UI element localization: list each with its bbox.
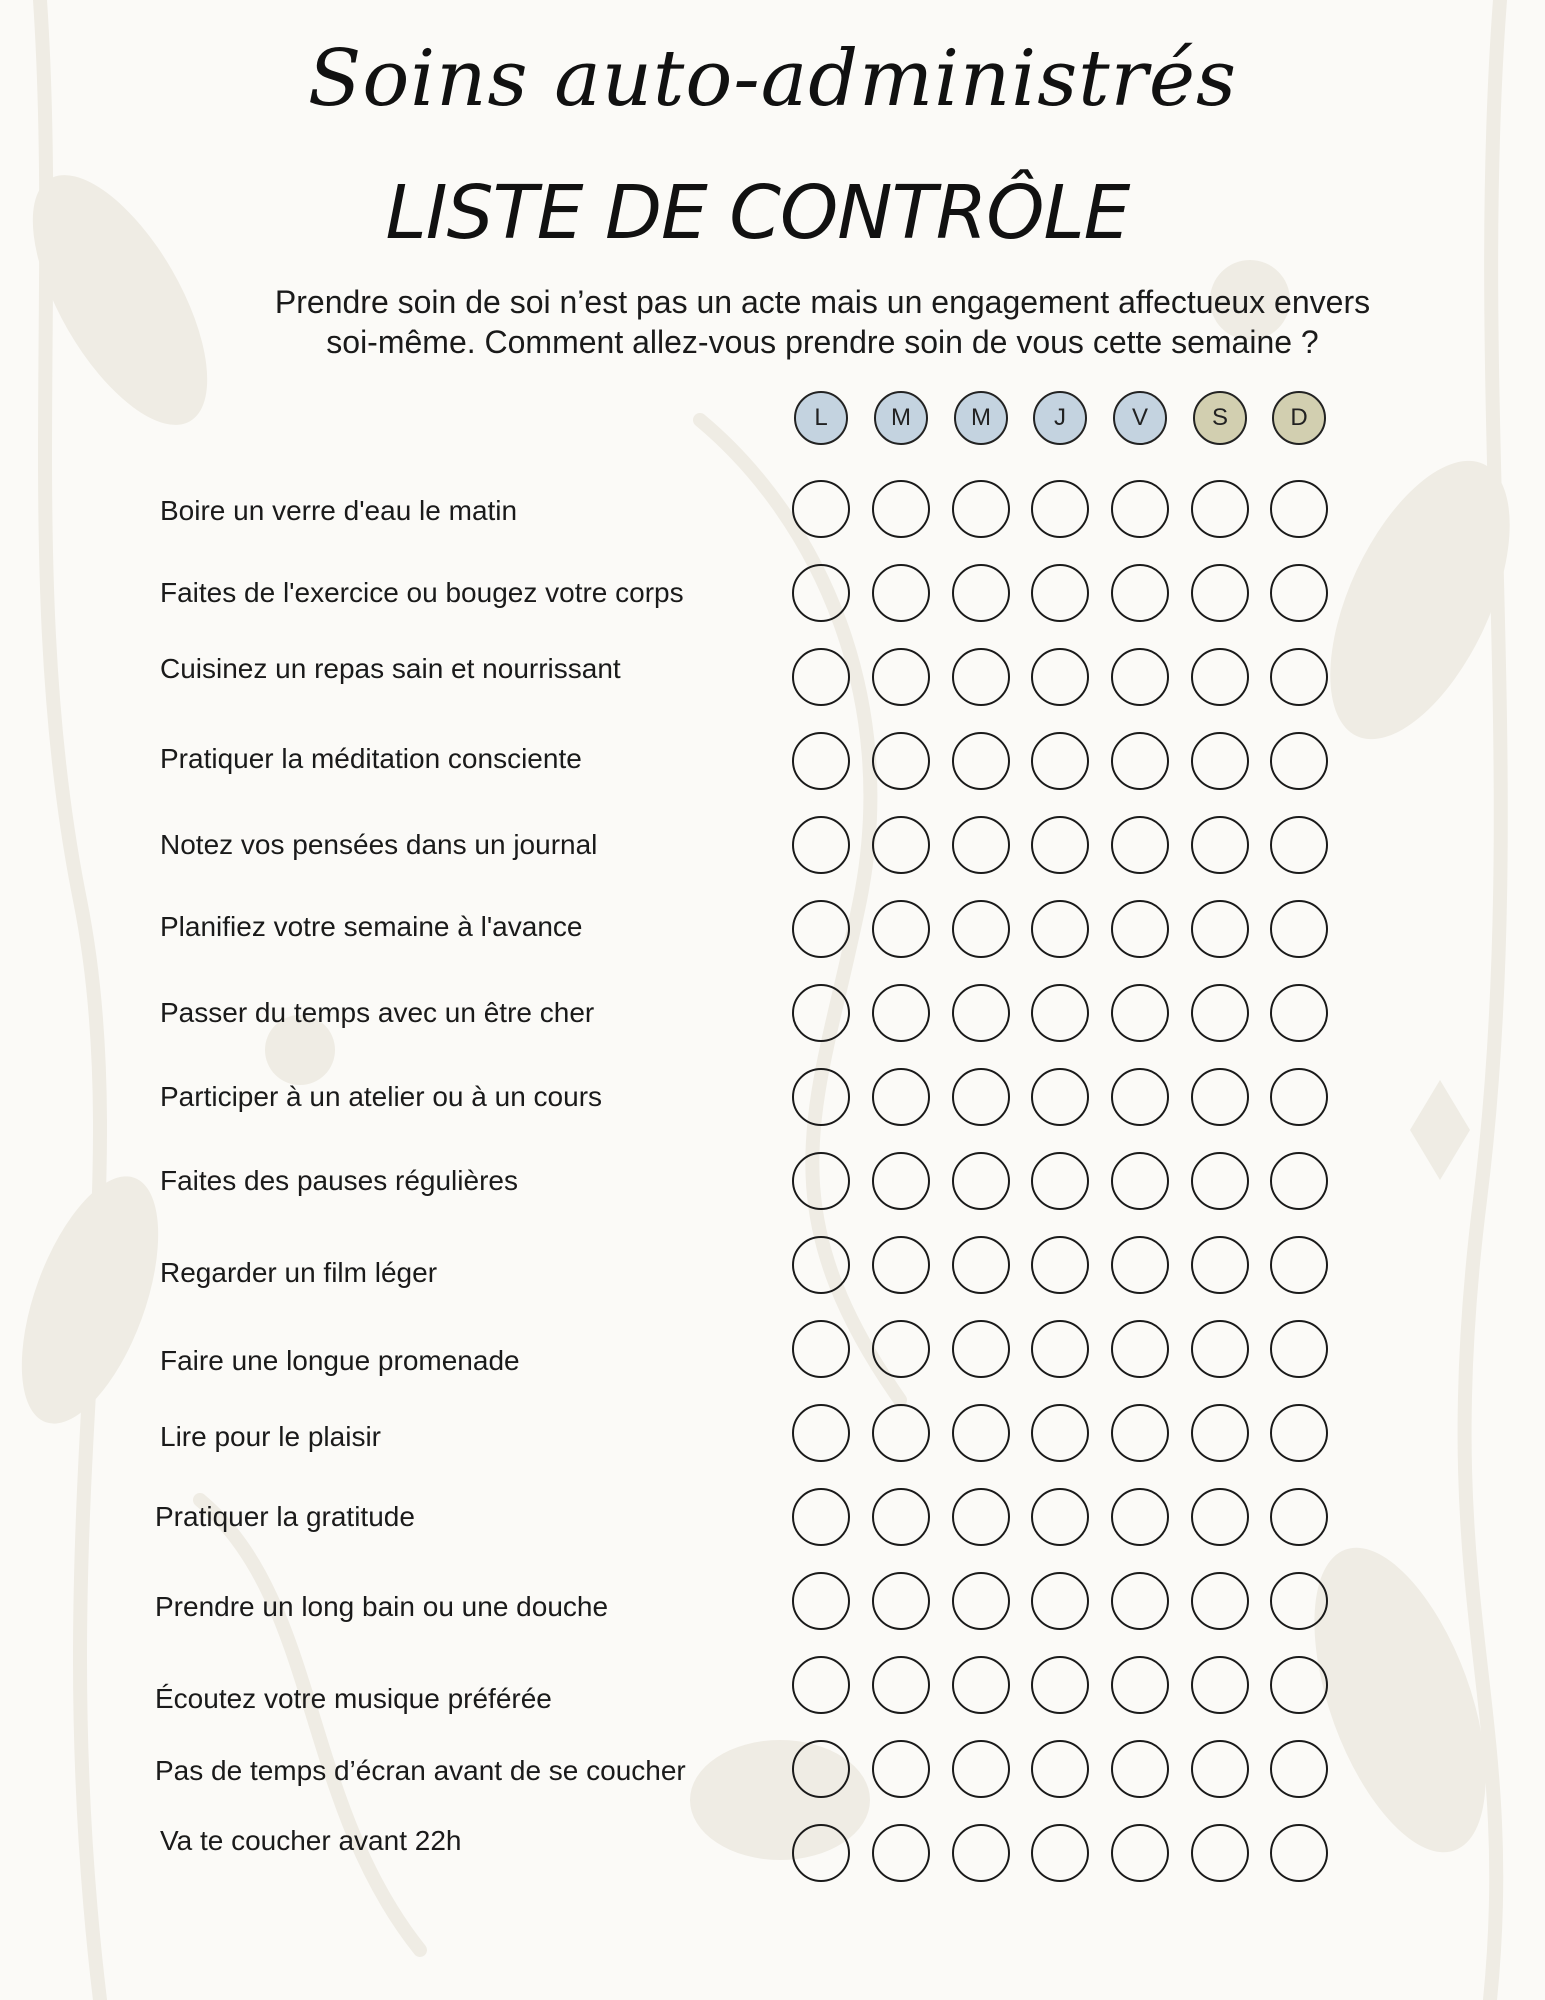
checkbox-11-1[interactable] bbox=[872, 1404, 930, 1462]
checkbox-16-5[interactable] bbox=[1191, 1824, 1249, 1882]
checkbox-2-3[interactable] bbox=[1031, 648, 1089, 706]
checkbox-16-2[interactable] bbox=[952, 1824, 1010, 1882]
checkbox-15-4[interactable] bbox=[1111, 1740, 1169, 1798]
checkbox-15-1[interactable] bbox=[872, 1740, 930, 1798]
checkbox-7-3[interactable] bbox=[1031, 1068, 1089, 1126]
checkbox-3-0[interactable] bbox=[792, 732, 850, 790]
checkbox-2-0[interactable] bbox=[792, 648, 850, 706]
checkbox-16-4[interactable] bbox=[1111, 1824, 1169, 1882]
script-title: Soins auto-administrés bbox=[307, 34, 1238, 124]
checkbox-3-4[interactable] bbox=[1111, 732, 1169, 790]
day-header-0: L bbox=[794, 391, 848, 445]
checkbox-2-2[interactable] bbox=[952, 648, 1010, 706]
checkbox-15-2[interactable] bbox=[952, 1740, 1010, 1798]
day-header-4: V bbox=[1113, 391, 1167, 445]
checkbox-5-5[interactable] bbox=[1191, 900, 1249, 958]
checkbox-13-4[interactable] bbox=[1111, 1572, 1169, 1630]
checkbox-0-5[interactable] bbox=[1191, 480, 1249, 538]
checkbox-14-6[interactable] bbox=[1270, 1656, 1328, 1714]
checkbox-9-0[interactable] bbox=[792, 1236, 850, 1294]
checkbox-4-1[interactable] bbox=[872, 816, 930, 874]
task-label: Planifiez votre semaine à l'avance bbox=[160, 911, 583, 942]
task-label: Va te coucher avant 22h bbox=[160, 1825, 462, 1856]
checkbox-4-2[interactable] bbox=[952, 816, 1010, 874]
task-label: Pas de temps d’écran avant de se coucher bbox=[155, 1755, 686, 1786]
checkbox-12-6[interactable] bbox=[1270, 1488, 1328, 1546]
subtitle-line-1: Prendre soin de soi n’est pas un acte mais un engagement affectueux envers bbox=[274, 284, 1371, 320]
checkbox-5-1[interactable] bbox=[872, 900, 930, 958]
checkbox-1-4[interactable] bbox=[1111, 564, 1169, 622]
checkbox-2-6[interactable] bbox=[1270, 648, 1328, 706]
subtitle bbox=[195, 282, 1450, 362]
checkbox-9-5[interactable] bbox=[1191, 1236, 1249, 1294]
checkbox-6-0[interactable] bbox=[792, 984, 850, 1042]
task-label: Faites des pauses régulières bbox=[160, 1165, 518, 1196]
checkbox-4-0[interactable] bbox=[792, 816, 850, 874]
checkbox-15-3[interactable] bbox=[1031, 1740, 1089, 1798]
task-label: Passer du temps avec un être cher bbox=[160, 997, 595, 1028]
checkbox-14-0[interactable] bbox=[792, 1656, 850, 1714]
checkbox-9-6[interactable] bbox=[1270, 1236, 1328, 1294]
checkbox-8-3[interactable] bbox=[1031, 1152, 1089, 1210]
checkbox-2-4[interactable] bbox=[1111, 648, 1169, 706]
task-label: Prendre un long bain ou une douche bbox=[155, 1591, 609, 1622]
checkbox-2-5[interactable] bbox=[1191, 648, 1249, 706]
checkbox-14-1[interactable] bbox=[872, 1656, 930, 1714]
checkbox-7-5[interactable] bbox=[1191, 1068, 1249, 1126]
checkbox-0-1[interactable] bbox=[872, 480, 930, 538]
checkbox-4-3[interactable] bbox=[1031, 816, 1089, 874]
checkbox-14-5[interactable] bbox=[1191, 1656, 1249, 1714]
checkbox-1-0[interactable] bbox=[792, 564, 850, 622]
checkbox-14-3[interactable] bbox=[1031, 1656, 1089, 1714]
checkbox-10-1[interactable] bbox=[872, 1320, 930, 1378]
checkbox-2-1[interactable] bbox=[872, 648, 930, 706]
checkbox-11-0[interactable] bbox=[792, 1404, 850, 1462]
checkbox-7-4[interactable] bbox=[1111, 1068, 1169, 1126]
checkbox-1-3[interactable] bbox=[1031, 564, 1089, 622]
checkbox-16-0[interactable] bbox=[792, 1824, 850, 1882]
checkbox-0-4[interactable] bbox=[1111, 480, 1169, 538]
checkbox-15-0[interactable] bbox=[792, 1740, 850, 1798]
checkbox-0-3[interactable] bbox=[1031, 480, 1089, 538]
checkbox-6-3[interactable] bbox=[1031, 984, 1089, 1042]
task-label: Pratiquer la méditation consciente bbox=[160, 743, 582, 774]
checkbox-9-3[interactable] bbox=[1031, 1236, 1089, 1294]
checkbox-7-0[interactable] bbox=[792, 1068, 850, 1126]
checkbox-9-1[interactable] bbox=[872, 1236, 930, 1294]
checkbox-8-5[interactable] bbox=[1191, 1152, 1249, 1210]
checkbox-14-4[interactable] bbox=[1111, 1656, 1169, 1714]
checkbox-11-4[interactable] bbox=[1111, 1404, 1169, 1462]
checkbox-13-0[interactable] bbox=[792, 1572, 850, 1630]
checkbox-12-4[interactable] bbox=[1111, 1488, 1169, 1546]
checkbox-3-2[interactable] bbox=[952, 732, 1010, 790]
checkbox-6-5[interactable] bbox=[1191, 984, 1249, 1042]
task-label: Faire une longue promenade bbox=[160, 1345, 520, 1376]
checkbox-6-4[interactable] bbox=[1111, 984, 1169, 1042]
checkbox-13-1[interactable] bbox=[872, 1572, 930, 1630]
checkbox-3-3[interactable] bbox=[1031, 732, 1089, 790]
checkbox-1-2[interactable] bbox=[952, 564, 1010, 622]
day-header-1: M bbox=[874, 391, 928, 445]
checkbox-3-5[interactable] bbox=[1191, 732, 1249, 790]
checkbox-1-1[interactable] bbox=[872, 564, 930, 622]
page-title: LISTE DE CONTRÔLE bbox=[385, 170, 1130, 256]
checkbox-8-0[interactable] bbox=[792, 1152, 850, 1210]
task-label: Regarder un film léger bbox=[160, 1257, 438, 1288]
task-label: Notez vos pensées dans un journal bbox=[160, 829, 598, 860]
checkbox-14-2[interactable] bbox=[952, 1656, 1010, 1714]
checkbox-0-2[interactable] bbox=[952, 480, 1010, 538]
task-label: Lire pour le plaisir bbox=[160, 1421, 381, 1452]
checkbox-13-3[interactable] bbox=[1031, 1572, 1089, 1630]
checkbox-10-5[interactable] bbox=[1191, 1320, 1249, 1378]
checkbox-3-1[interactable] bbox=[872, 732, 930, 790]
checkbox-5-2[interactable] bbox=[952, 900, 1010, 958]
day-header-3: J bbox=[1033, 391, 1087, 445]
checkbox-16-3[interactable] bbox=[1031, 1824, 1089, 1882]
checkbox-6-2[interactable] bbox=[952, 984, 1010, 1042]
checkbox-11-3[interactable] bbox=[1031, 1404, 1089, 1462]
checkbox-3-6[interactable] bbox=[1270, 732, 1328, 790]
checkbox-0-6[interactable] bbox=[1270, 480, 1328, 538]
checkbox-8-6[interactable] bbox=[1270, 1152, 1328, 1210]
checkbox-10-3[interactable] bbox=[1031, 1320, 1089, 1378]
checkbox-12-3[interactable] bbox=[1031, 1488, 1089, 1546]
checkbox-6-1[interactable] bbox=[872, 984, 930, 1042]
task-label: Cuisinez un repas sain et nourrissant bbox=[160, 653, 621, 684]
day-header-6: D bbox=[1272, 391, 1326, 445]
checkbox-1-6[interactable] bbox=[1270, 564, 1328, 622]
checkbox-7-1[interactable] bbox=[872, 1068, 930, 1126]
checkbox-13-2[interactable] bbox=[952, 1572, 1010, 1630]
checkbox-8-2[interactable] bbox=[952, 1152, 1010, 1210]
checkbox-8-1[interactable] bbox=[872, 1152, 930, 1210]
checkbox-10-6[interactable] bbox=[1270, 1320, 1328, 1378]
checkbox-11-6[interactable] bbox=[1270, 1404, 1328, 1462]
checkbox-12-5[interactable] bbox=[1191, 1488, 1249, 1546]
checkbox-10-0[interactable] bbox=[792, 1320, 850, 1378]
checkbox-10-4[interactable] bbox=[1111, 1320, 1169, 1378]
checkbox-7-6[interactable] bbox=[1270, 1068, 1328, 1126]
checkbox-13-5[interactable] bbox=[1191, 1572, 1249, 1630]
checkbox-11-2[interactable] bbox=[952, 1404, 1010, 1462]
task-label: Faites de l'exercice ou bougez votre corps bbox=[160, 577, 684, 608]
checkbox-7-2[interactable] bbox=[952, 1068, 1010, 1126]
checkbox-9-4[interactable] bbox=[1111, 1236, 1169, 1294]
task-label: Boire un verre d'eau le matin bbox=[160, 495, 518, 526]
checkbox-16-1[interactable] bbox=[872, 1824, 930, 1882]
checkbox-8-4[interactable] bbox=[1111, 1152, 1169, 1210]
checkbox-12-2[interactable] bbox=[952, 1488, 1010, 1546]
day-header-5: S bbox=[1193, 391, 1247, 445]
checkbox-13-6[interactable] bbox=[1270, 1572, 1328, 1630]
checkbox-10-2[interactable] bbox=[952, 1320, 1010, 1378]
task-label: Écoutez votre musique préférée bbox=[155, 1683, 552, 1714]
checkbox-4-5[interactable] bbox=[1191, 816, 1249, 874]
checkbox-12-0[interactable] bbox=[792, 1488, 850, 1546]
task-label: Participer à un atelier ou à un cours bbox=[160, 1081, 603, 1112]
checkbox-16-6[interactable] bbox=[1270, 1824, 1328, 1882]
checkbox-4-6[interactable] bbox=[1270, 816, 1328, 874]
checkbox-6-6[interactable] bbox=[1270, 984, 1328, 1042]
checkbox-0-0[interactable] bbox=[792, 480, 850, 538]
checkbox-5-4[interactable] bbox=[1111, 900, 1169, 958]
checkbox-9-2[interactable] bbox=[952, 1236, 1010, 1294]
checkbox-12-1[interactable] bbox=[872, 1488, 930, 1546]
checkbox-15-5[interactable] bbox=[1191, 1740, 1249, 1798]
checkbox-11-5[interactable] bbox=[1191, 1404, 1249, 1462]
checkbox-1-5[interactable] bbox=[1191, 564, 1249, 622]
checkbox-5-0[interactable] bbox=[792, 900, 850, 958]
checkbox-4-4[interactable] bbox=[1111, 816, 1169, 874]
checkbox-15-6[interactable] bbox=[1270, 1740, 1328, 1798]
task-label: Pratiquer la gratitude bbox=[155, 1501, 415, 1532]
subtitle-line-2: soi-même. Comment allez-vous prendre soin de vous cette semaine ? bbox=[326, 324, 1319, 360]
checkbox-5-6[interactable] bbox=[1270, 900, 1328, 958]
checkbox-5-3[interactable] bbox=[1031, 900, 1089, 958]
day-header-2: M bbox=[954, 391, 1008, 445]
